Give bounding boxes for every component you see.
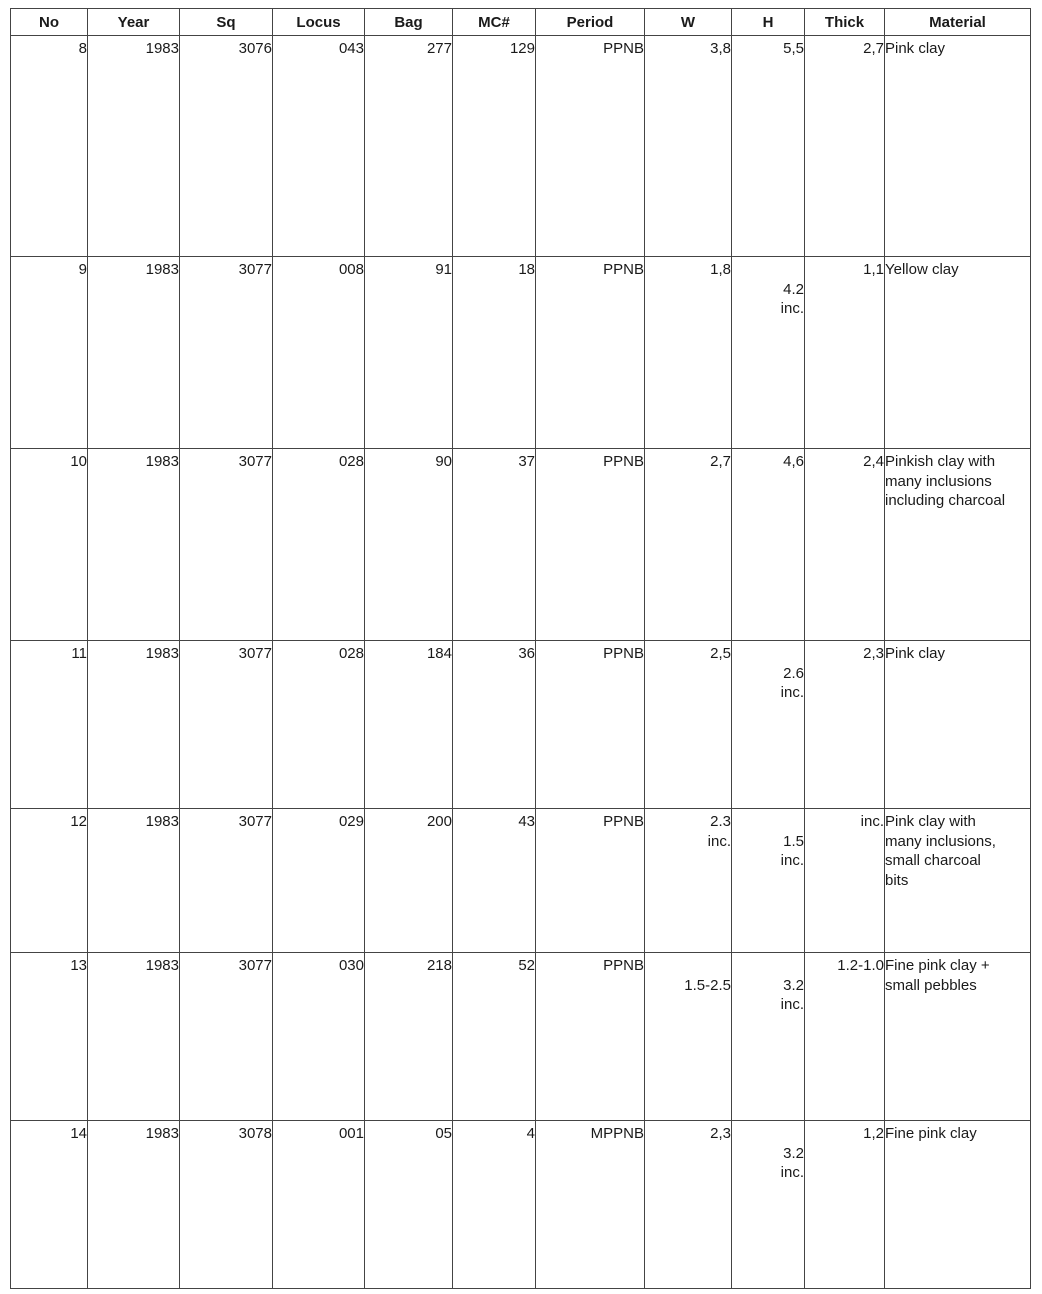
cell-mc: 4 bbox=[453, 1121, 536, 1289]
table-row bbox=[11, 1121, 1031, 1289]
cell-h-value: 3.2 inc. bbox=[780, 1144, 804, 1181]
cell-period: PPNB bbox=[536, 257, 645, 449]
cell-no: 12 bbox=[11, 809, 88, 953]
cell-locus: 030 bbox=[273, 953, 365, 1121]
cell-no: 8 bbox=[11, 36, 88, 257]
cell-h bbox=[732, 953, 805, 1121]
cell-h bbox=[732, 1121, 805, 1289]
cell-material: Yellow clay bbox=[885, 257, 1031, 449]
header-locus: Locus bbox=[273, 9, 365, 36]
cell-sq: 3077 bbox=[180, 641, 273, 809]
cell-material: Fine pink clay bbox=[885, 1121, 1031, 1289]
cell-material: Pink clay bbox=[885, 36, 1031, 257]
cell-bag: 184 bbox=[365, 641, 453, 809]
header-w: W bbox=[645, 9, 732, 36]
table-row bbox=[11, 449, 1031, 641]
cell-sq: 3076 bbox=[180, 36, 273, 257]
cell-thick: 1,2 bbox=[805, 1121, 885, 1289]
header-period: Period bbox=[536, 9, 645, 36]
cell-w: 2.3 inc. bbox=[645, 809, 732, 953]
cell-period: MPPNB bbox=[536, 1121, 645, 1289]
cell-period: PPNB bbox=[536, 36, 645, 257]
cell-h-value: 1.5 inc. bbox=[780, 832, 804, 869]
header-mc: MC# bbox=[453, 9, 536, 36]
cell-year: 1983 bbox=[88, 953, 180, 1121]
cell-bag: 277 bbox=[365, 36, 453, 257]
cell-w bbox=[645, 953, 732, 1121]
cell-locus: 028 bbox=[273, 641, 365, 809]
cell-w: 2,7 bbox=[645, 449, 732, 641]
cell-locus: 028 bbox=[273, 449, 365, 641]
cell-year: 1983 bbox=[88, 1121, 180, 1289]
cell-material: Pink clay bbox=[885, 641, 1031, 809]
cell-h bbox=[732, 257, 805, 449]
cell-bag: 05 bbox=[365, 1121, 453, 1289]
cell-h-value: 2.6 inc. bbox=[780, 664, 804, 701]
cell-material: Fine pink clay + small pebbles bbox=[885, 953, 1031, 1121]
cell-sq: 3078 bbox=[180, 1121, 273, 1289]
cell-mc: 43 bbox=[453, 809, 536, 953]
cell-year: 1983 bbox=[88, 36, 180, 257]
cell-no: 9 bbox=[11, 257, 88, 449]
cell-year: 1983 bbox=[88, 257, 180, 449]
header-row bbox=[11, 9, 1031, 36]
cell-locus: 001 bbox=[273, 1121, 365, 1289]
table-row bbox=[11, 809, 1031, 953]
header-thick: Thick bbox=[805, 9, 885, 36]
header-year: Year bbox=[88, 9, 180, 36]
cell-thick: 1.2-1.0 bbox=[805, 953, 885, 1121]
cell-locus: 043 bbox=[273, 36, 365, 257]
cell-year: 1983 bbox=[88, 449, 180, 641]
cell-period: PPNB bbox=[536, 449, 645, 641]
cell-thick: 2,4 bbox=[805, 449, 885, 641]
cell-period: PPNB bbox=[536, 953, 645, 1121]
cell-w: 2,5 bbox=[645, 641, 732, 809]
cell-mc: 129 bbox=[453, 36, 536, 257]
cell-locus: 029 bbox=[273, 809, 365, 953]
cell-sq: 3077 bbox=[180, 257, 273, 449]
table-row bbox=[11, 641, 1031, 809]
cell-thick: 1,1 bbox=[805, 257, 885, 449]
cell-material: Pink clay with many inclusions, small charcoal bits bbox=[885, 809, 1031, 953]
cell-year: 1983 bbox=[88, 809, 180, 953]
cell-h bbox=[732, 809, 805, 953]
cell-year: 1983 bbox=[88, 641, 180, 809]
cell-no: 14 bbox=[11, 1121, 88, 1289]
cell-material: Pinkish clay with many inclusions including charcoal bbox=[885, 449, 1031, 641]
cell-bag: 200 bbox=[365, 809, 453, 953]
cell-thick: 2,7 bbox=[805, 36, 885, 257]
cell-thick: 2,3 bbox=[805, 641, 885, 809]
cell-h: 4,6 bbox=[732, 449, 805, 641]
cell-h-value: 3.2 inc. bbox=[780, 976, 804, 1013]
cell-no: 10 bbox=[11, 449, 88, 641]
cell-mc: 36 bbox=[453, 641, 536, 809]
header-material: Material bbox=[885, 9, 1031, 36]
cell-h: 5,5 bbox=[732, 36, 805, 257]
table-row bbox=[11, 36, 1031, 257]
cell-mc: 52 bbox=[453, 953, 536, 1121]
header-no: No bbox=[11, 9, 88, 36]
cell-w-value: 1.5-2.5 bbox=[684, 976, 731, 994]
cell-period: PPNB bbox=[536, 641, 645, 809]
cell-period: PPNB bbox=[536, 809, 645, 953]
cell-w: 3,8 bbox=[645, 36, 732, 257]
cell-bag: 218 bbox=[365, 953, 453, 1121]
cell-h-value: 4.2 inc. bbox=[780, 280, 804, 317]
header-h: H bbox=[732, 9, 805, 36]
cell-bag: 91 bbox=[365, 257, 453, 449]
cell-bag: 90 bbox=[365, 449, 453, 641]
cell-thick: inc. bbox=[805, 809, 885, 953]
header-bag: Bag bbox=[365, 9, 453, 36]
cell-locus: 008 bbox=[273, 257, 365, 449]
table-row bbox=[11, 953, 1031, 1121]
cell-no: 13 bbox=[11, 953, 88, 1121]
cell-sq: 3077 bbox=[180, 953, 273, 1121]
table-row bbox=[11, 257, 1031, 449]
cell-w: 2,3 bbox=[645, 1121, 732, 1289]
cell-mc: 18 bbox=[453, 257, 536, 449]
cell-no: 11 bbox=[11, 641, 88, 809]
cell-sq: 3077 bbox=[180, 449, 273, 641]
cell-w: 1,8 bbox=[645, 257, 732, 449]
cell-h bbox=[732, 641, 805, 809]
cell-sq: 3077 bbox=[180, 809, 273, 953]
catalog-table bbox=[10, 8, 1031, 1289]
cell-mc: 37 bbox=[453, 449, 536, 641]
header-sq: Sq bbox=[180, 9, 273, 36]
